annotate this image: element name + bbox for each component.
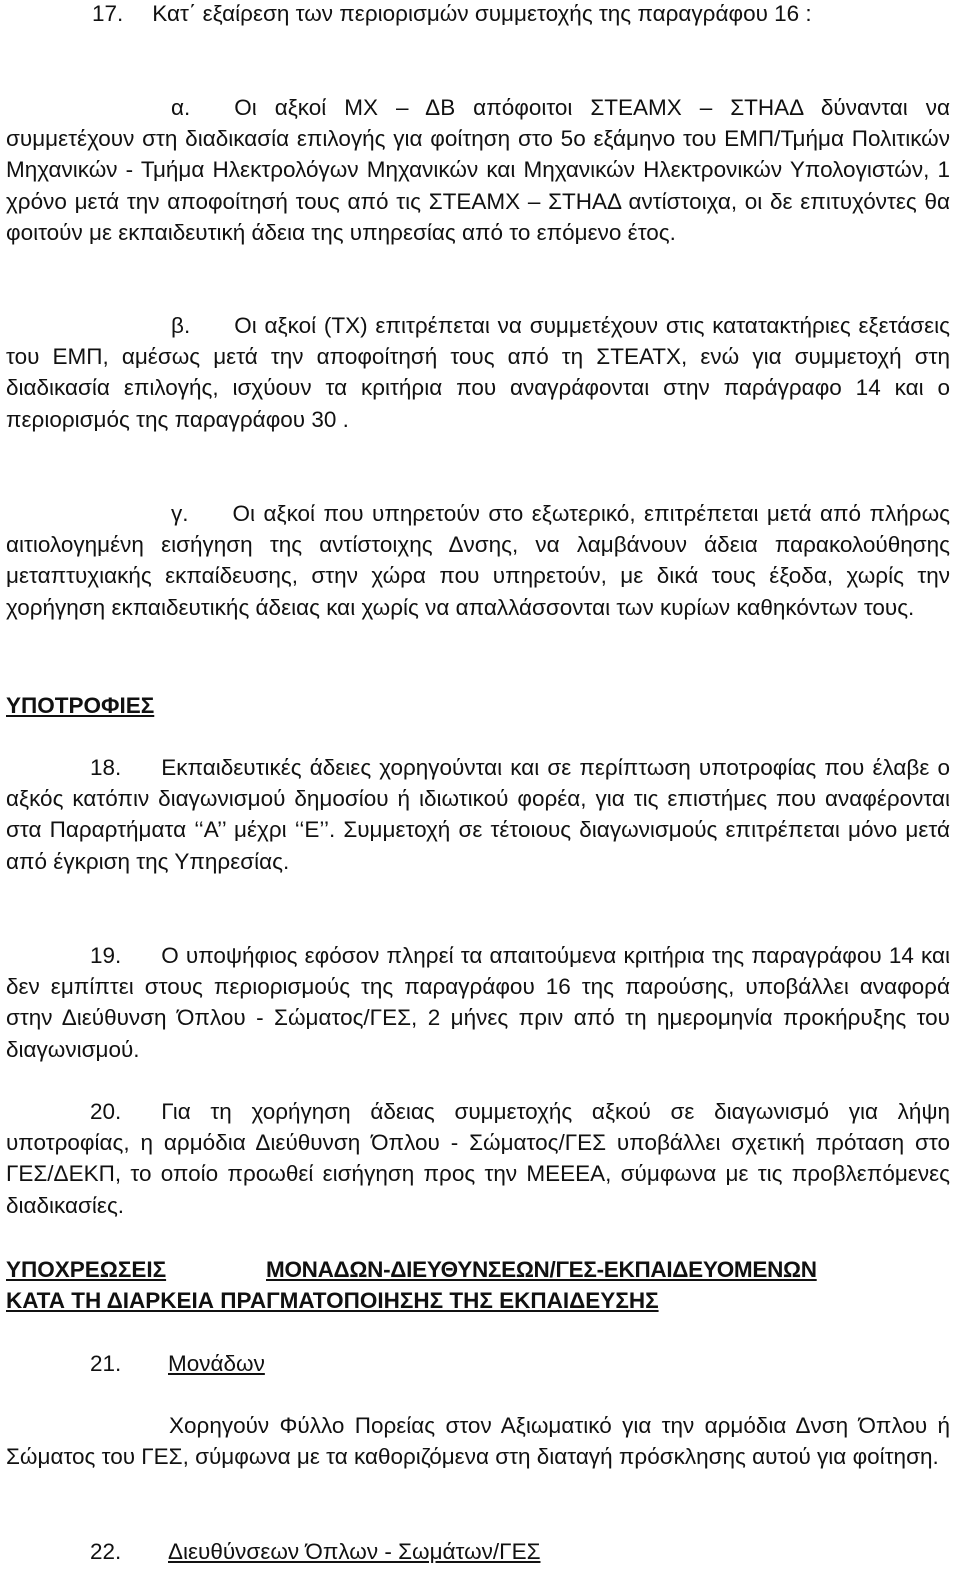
paragraph-17a [6,92,950,248]
paragraph-19 [6,940,950,1065]
paragraph-21-number: 21. [90,1351,122,1376]
paragraph-19-text: Ο υποψήφιος εφόσον πληρεί τα απαιτούμενα κριτήρια της παραγράφου 14 και δεν εμπίπτει στους περιορισμούς της παραγράφου 16 της παρούσης, υποβάλλει αναφορά στην Διεύθυνση Όπλου - Σώματος/ΓΕΣ, 2 μήνες πριν από τη ημερομηνία προκήρυξης του διαγωνισμού. [6,943,950,1062]
heading-obligations-part1: ΥΠΟΧΡΕΩΣΕΙΣ [6,1257,167,1282]
heading-obligations-part2: ΜΟΝΑΔΩΝ-ΔΙΕΥΘΥΝΣΕΩΝ/ΓΕΣ-ΕΚΠΑΙΔΕΥΟΜΕΝΩΝ [266,1257,817,1282]
paragraph-18 [6,752,950,877]
paragraph-21-title: Μονάδων [168,1351,265,1376]
heading-obligations-line2: ΚΑΤΑ ΤΗ ΔΙΑΡΚΕΙΑ ΠΡΑΓΜΑΤΟΠΟΙΗΣΗΣ ΤΗΣ ΕΚΠΑΙΔΕΥΣΗΣ [6,1288,659,1313]
paragraph-17a-text: Οι αξκοί ΜΧ – ΔΒ απόφοιτοι ΣΤΕΑΜΧ – ΣΤΗΑΔ δύνανται να συμμετέχουν στη διαδικασία επιλογής για φοίτηση στο 5ο εξάμηνο του ΕΜΠ/Τμήμα Πολιτικών Μηχανικών - Τμήμα Ηλεκτρολόγων Μηχανικών και Μηχανικών Ηλεκτρονικών Υπολογιστών, 1 χρόνο μετά την αποφοίτησή τους από τις ΣΤΕΑΜΧ – ΣΤΗΑΔ αντίστοιχα, οι δε επιτυχόντες θα φοιτούν με εκπαιδευτική άδεια της υπηρεσίας από το επόμενο έτος. [6,95,950,245]
paragraph-17c-letter: γ. [171,501,189,526]
paragraph-22-title: Διευθύνσεων Όπλων - Σωμάτων/ΓΕΣ [168,1539,541,1564]
paragraph-21-text: Χορηγούν Φύλλο Πορείας στον Αξιωματικό για την αρμόδια Δνση Όπλου ή Σώματος του ΓΕΣ, σύμφωνα με τα καθοριζόμενα στη διαταγή πρόσκλησης αυτού για φοίτηση. [6,1413,950,1470]
paragraph-17-text: Κατ΄ εξαίρεση των περιορισμών συμμετοχής της παραγράφου 16 : [152,1,812,26]
paragraph-18-number: 18. [90,755,122,780]
paragraph-17 [6,0,950,29]
paragraph-20-text: Για τη χορήγηση άδειας συμμετοχής αξκού σε διαγωνισμό για λήψη υποτροφίας, η αρμόδια Διεύθυνση Όπλου - Σώματος/ΓΕΣ υποβάλλει σχετική πρόταση στο ΓΕΣ/ΔΕΚΠ, το οποίο προωθεί εισήγηση προς την ΜΕΕΕΑ, σύμφωνα με τις προβλεπόμενες διαδικασίες. [6,1099,950,1218]
heading-scholarships: ΥΠΟΤΡΟΦΙΕΣ [6,693,155,718]
paragraph-17c-text: Οι αξκοί που υπηρετούν στο εξωτερικό, επιτρέπεται μετά από πλήρως αιτιολογημένη εισήγηση της αντίστοιχης Δνσης, να λαμβάνουν άδεια παρακολούθησης μεταπτυχιακής εκπαίδευσης, στην χώρα που υπηρετούν, με δικά τους έξοδα, χωρίς την χορήγηση εκπαιδευτικής άδειας και χωρίς να απαλλάσσονται των κυρίων καθηκόντων τους. [6,501,950,620]
paragraph-17c [6,498,950,623]
paragraph-20-number: 20. [90,1099,122,1124]
paragraph-19-number: 19. [90,943,122,968]
paragraph-20 [6,1096,950,1221]
paragraph-17-number: 17. [92,1,124,26]
paragraph-18-text: Εκπαιδευτικές άδειες χορηγούνται και σε περίπτωση υποτροφίας που έλαβε ο αξκός κατόπιν διαγωνισμού δημοσίου ή ιδιωτικού φορέα, για τις επιστήμες που αναφέρονται στα Παραρτήματα ‘‘Α’’ μέχρι ‘‘Ε’’. Συμμετοχή σε τέτοιους διαγωνισμούς επιτρέπεται μόνο μετά από έγκριση της Υπηρεσίας. [6,755,950,874]
paragraph-21 [6,1410,950,1472]
paragraph-17b-letter: β. [171,313,191,338]
paragraph-17b-text: Οι αξκοί (ΤΧ) επιτρέπεται να συμμετέχουν στις κατατακτήριες εξετάσεις του ΕΜΠ, αμέσως μετά την αποφοίτησή τους από τη ΣΤΕΑΤΧ, ενώ για συμμετοχή στη διαδικασία επιλογής, ισχύουν τα κριτήρια που αναγράφονται στην παράγραφο 14 και ο περιορισμός της παραγράφου 30 . [6,313,950,432]
paragraph-17b [6,310,950,435]
paragraph-22-number: 22. [90,1539,122,1564]
paragraph-17a-letter: α. [171,95,191,120]
